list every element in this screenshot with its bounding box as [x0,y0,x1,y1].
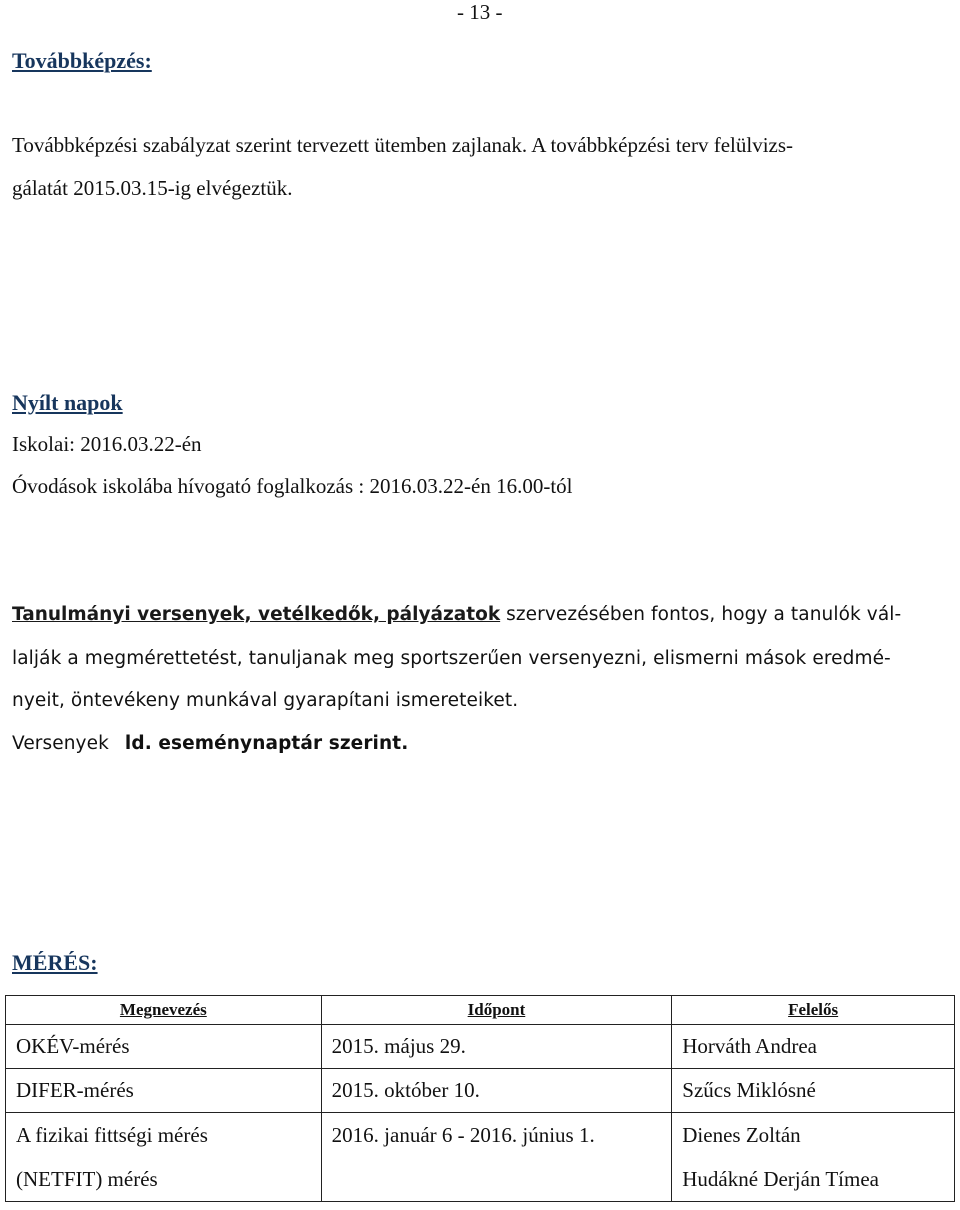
table-cell-date [321,1113,672,1202]
table-cell-date: 2015. október 10. [321,1069,672,1113]
column-header-idopont: Időpont [321,996,672,1025]
table-cell-date-text: 2016. január 6 - 2016. június 1. [331,1123,595,1147]
tovabbkepzes-text-line2: gálatát 2015.03.15-ig elvégeztük. [12,176,293,200]
section-heading-tanulmanyi: Tanulmányi versenyek, vetélkedők, pályázatok [12,604,501,625]
nyilt-napok-line2: Óvodások iskolába hívogató foglalkozás : 2016.03.22-én 16.00-tól [12,474,573,498]
table-cell-responsible-line1: Dienes Zoltán [682,1123,801,1147]
versenyek-label: Versenyek [12,733,109,754]
table-cell-name: OKÉV-mérés [6,1025,322,1069]
table-row [6,1113,955,1202]
table-cell-responsible: Szűcs Miklósné [672,1069,955,1113]
tanulmanyi-line4 [12,733,408,754]
table-cell-name: DIFER-mérés [6,1069,322,1113]
nyilt-napok-line1: Iskolai: 2016.03.22-én [12,432,202,456]
section-heading-nyilt-napok: Nyílt napok [12,390,123,415]
tanulmanyi-line2: lalják a megmérettetést, tanuljanak meg sportszerűen versenyezni, elismerni mások eredmé- [12,648,891,669]
section-heading-meres: MÉRÉS: [12,950,98,975]
table-cell-name-line2: (NETFIT) mérés [16,1167,158,1191]
column-header-felelos: Felelős [672,996,955,1025]
tovabbkepzes-text-line1: Továbbképzési szabályzat szerint tervezett ütemben zajlanak. A továbbképzési terv felülvizs- [12,133,794,157]
table-cell-date: 2015. május 29. [321,1025,672,1069]
table-cell-responsible [672,1113,955,1202]
table-cell-responsible-line2: Hudákné Derján Tímea [682,1167,879,1191]
table-cell-name [6,1113,322,1202]
section-heading-tovabbkepzes: Továbbképzés: [12,48,152,73]
table-cell-name-line1: A fizikai fittségi mérés [16,1123,208,1147]
tanulmanyi-paragraph-line1 [12,604,901,625]
table-row [6,1025,955,1069]
page-number: - 13 - [457,0,503,24]
tanulmanyi-line1-rest: szervezésében fontos, hogy a tanulók vál- [500,604,902,625]
table-row [6,1069,955,1113]
table-cell-responsible: Horváth Andrea [672,1025,955,1069]
table-header-row [6,996,955,1025]
tanulmanyi-line3: nyeit, öntevékeny munkával gyarapítani ismereteiket. [12,690,519,711]
column-header-megnevezes: Megnevezés [6,996,322,1025]
esemenynaptar-reference: ld. eseménynaptár szerint. [124,733,409,754]
meres-table [5,995,955,1202]
